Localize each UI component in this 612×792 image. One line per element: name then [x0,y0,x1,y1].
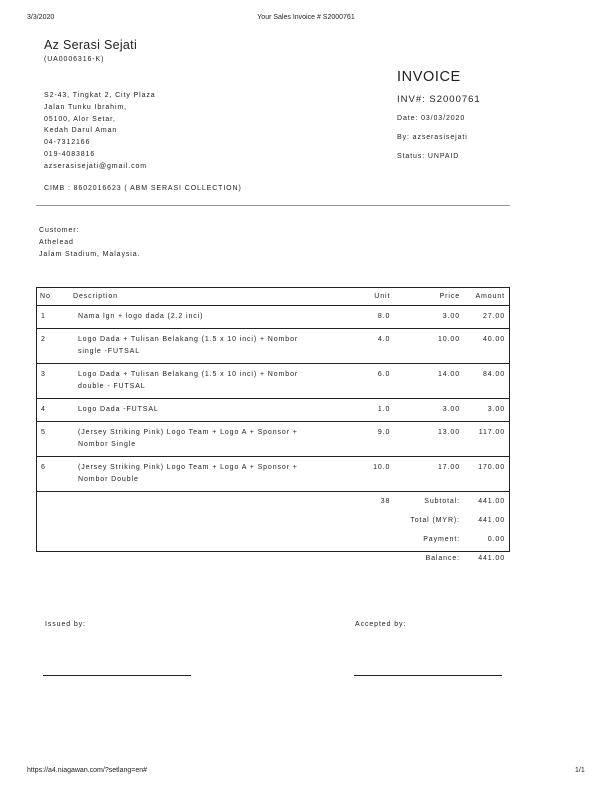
divider [36,205,510,206]
subtotal-label: Subtotal: [424,498,461,505]
issued-signature-line [43,675,191,676]
total-row [36,511,510,530]
table-row [36,399,510,422]
invoice-number: INV#: S2000761 [397,94,481,105]
customer-address: Jalam Stadium, Malaysia. [39,251,141,258]
invoice-title: INVOICE [397,69,461,85]
cell-description [69,399,353,422]
cell-no: 6 [36,457,69,492]
description-line: (Jersey Striking Pink) Logo Team + Logo A + Sponsor + [78,429,298,436]
payment-label: Payment: [423,536,461,543]
cell-amount: 40.00 [466,329,510,364]
address-line: S2-43, Tingkat 2, City Plaza [44,92,156,99]
cell-no: 3 [36,364,69,399]
issued-by-label: Issued by: [45,621,86,628]
cell-amount: 117.00 [466,422,510,457]
cell-no: 2 [36,329,69,364]
description-line: Nombor Double [78,476,139,483]
header-no: No [36,287,69,306]
balance-row [36,549,510,568]
table-row [36,457,510,492]
cell-no: 4 [36,399,69,422]
description-line: Nama lgn + logo dada (2.2 inci) [78,313,204,320]
total-units: 38 [380,498,391,505]
cell-no: 5 [36,422,69,457]
cell-no: 1 [36,306,69,329]
balance-label: Balance: [425,555,461,562]
print-url: https://a4.niagawan.com/?setlang=en# [27,767,148,774]
table-row [36,329,510,364]
cell-price: 17.00 [410,457,466,492]
page-number: 1/1 [575,767,585,774]
payment-value: 0.00 [487,536,505,543]
accepted-signature-line [354,675,502,676]
header-description: Description [69,287,353,306]
company-address [44,90,156,173]
customer-block [39,225,140,261]
description-line: Logo Dada -FUTSAL [78,406,159,413]
cell-description [69,306,353,329]
table-row [36,422,510,457]
cell-amount: 84.00 [466,364,510,399]
description-line: Logo Dada + Tulisan Belakang (1.5 x 10 inci) + Nombor [78,371,299,378]
cell-price: 14.00 [410,364,466,399]
print-title: Your Sales Invoice # S2000761 [257,14,355,21]
company-name: Az Serasi Sejati [44,38,138,52]
cell-price: 10.00 [410,329,466,364]
table-header-row [36,287,510,306]
accepted-by-label: Accepted by: [355,621,407,628]
bank-details: CIMB : 8602016623 ( ABM SERASI COLLECTION) [44,185,242,192]
address-line: Kedah Darul Aman [44,127,118,135]
total-value: 441.00 [478,517,505,524]
header-unit: Unit [353,287,411,306]
payment-row [36,530,510,549]
subtotal-value: 441.00 [478,498,505,505]
company-reg-number: (UA0006316-K) [44,56,105,63]
cell-amount: 3.00 [466,399,510,422]
cell-unit: 10.0 [353,457,411,492]
cell-unit: 1.0 [353,399,411,422]
print-date: 3/3/2020 [27,14,55,21]
cell-price: 3.00 [410,306,466,329]
cell-description [69,457,353,492]
invoice-status: Status: UNPAID [397,153,460,160]
cell-amount: 170.00 [466,457,510,492]
items-table [36,287,510,568]
phone-line: 04-7312166 [44,139,91,147]
invoice-author: By: azserasisejati [397,134,468,141]
customer-label: Customer: [39,227,80,234]
cell-unit: 4.0 [353,329,411,364]
cell-description [69,329,353,364]
cell-price: 13.00 [410,422,466,457]
cell-unit: 8.0 [353,306,411,329]
description-line: Logo Dada + Tulisan Belakang (1.5 x 10 inci) + Nombor [78,336,299,343]
cell-description [69,364,353,399]
total-label: Total (MYR): [410,517,461,524]
cell-amount: 27.00 [466,306,510,329]
description-line: single -FUTSAL [78,348,141,355]
email-line: azserasisejati@gmail.com [44,162,148,170]
cell-description [69,422,353,457]
header-price: Price [410,287,466,306]
description-line: double - FUTSAL [78,383,146,390]
cell-unit: 6.0 [353,364,411,399]
address-line: 05100, Alor Setar, [44,115,116,123]
cell-price: 3.00 [410,399,466,422]
address-line: Jalan Tunku Ibrahim, [44,103,127,111]
header-amount: Amount [466,287,510,306]
table-row [36,364,510,399]
customer-name: Athelead [39,239,74,246]
subtotal-row [36,492,510,512]
description-line: (Jersey Striking Pink) Logo Team + Logo A + Sponsor + [78,464,298,471]
cell-unit: 9.0 [353,422,411,457]
phone-line: 019-4083816 [44,150,96,158]
invoice-date: Date: 03/03/2020 [397,115,466,122]
balance-value: 441.00 [478,555,505,562]
table-row [36,306,510,329]
description-line: Nombor Single [78,441,137,448]
